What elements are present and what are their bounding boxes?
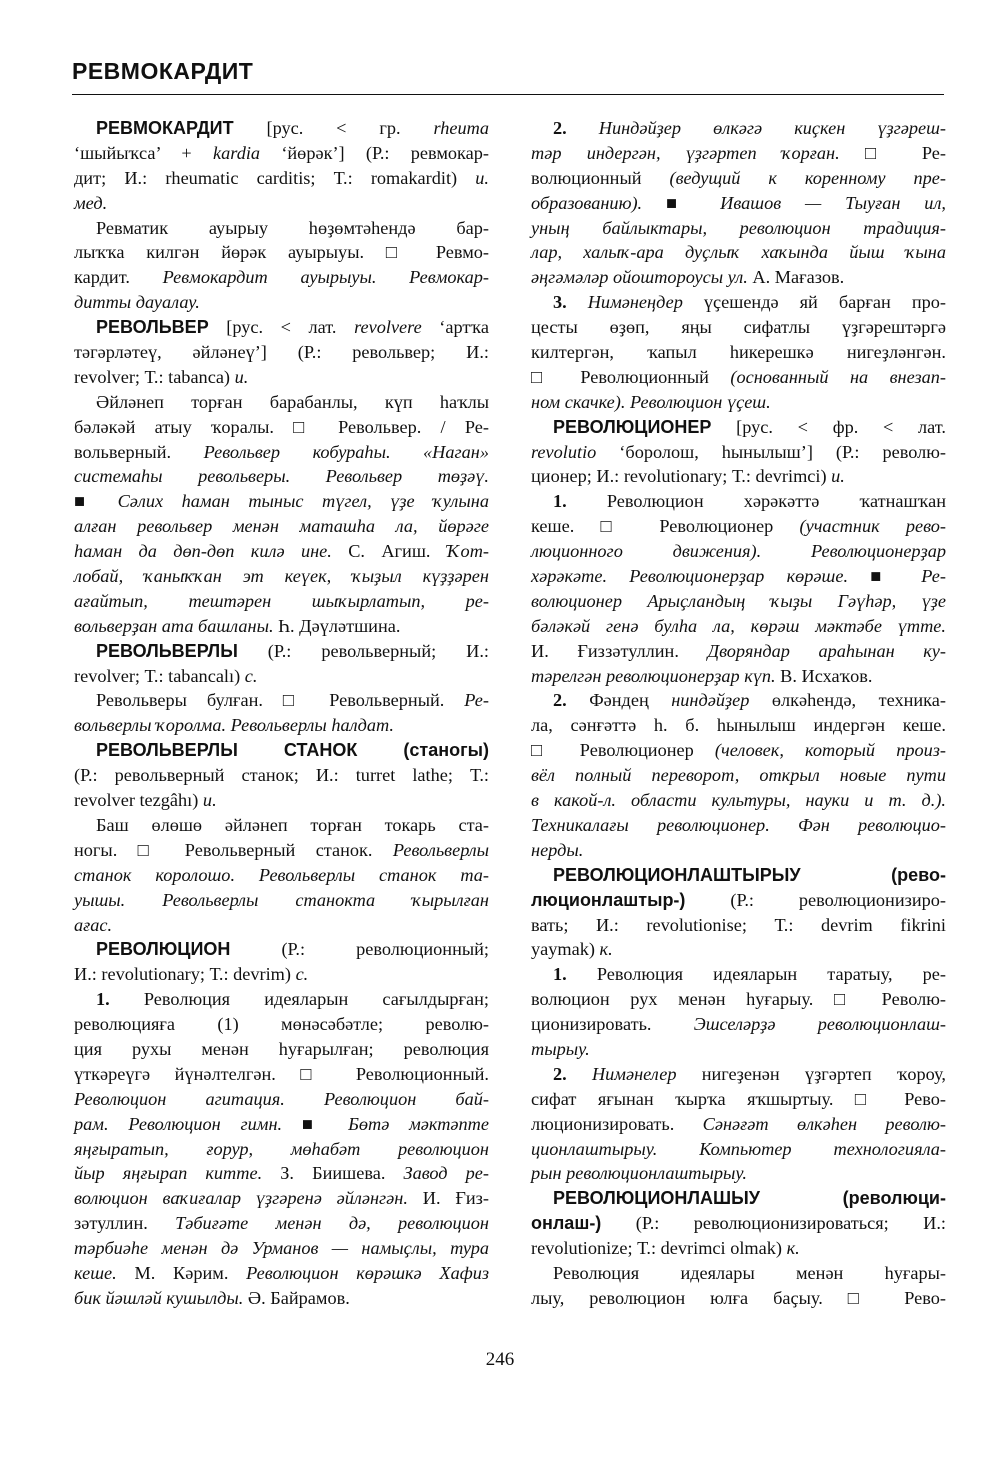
italic-text: Техникалағы революционер. Фән революцио-: [531, 814, 946, 835]
italic-text: (человек, который произ-: [714, 740, 946, 761]
text-line: [74, 464, 489, 489]
text-line: [531, 1062, 946, 1087]
text-line: [531, 166, 946, 191]
italic-text: kardia: [213, 142, 261, 163]
italic-text: яңғыратып, ғорур, мөһабәт революцион: [74, 1138, 489, 1159]
left-column: [74, 116, 489, 1311]
text-line: [74, 564, 489, 589]
italic-text: бик йәшләй кушылды.: [74, 1287, 244, 1308]
text-run: Революцион хәрәкәттә ҡатнашҡан: [566, 491, 946, 512]
italic-text: волюцион ваҡиғалар үҙгәренә әйләнгән.: [74, 1188, 408, 1209]
italic-text: в какой-л. области культуры, науки и т. д.).: [531, 790, 946, 811]
bold-text: 1.: [96, 989, 110, 1010]
italic-text: Завод ре-: [403, 1163, 489, 1184]
text-run: [рус. < лат.: [208, 317, 355, 338]
italic-text: образованию).: [531, 192, 643, 213]
italic-text: Тәбиғәте менән дә, революцион: [175, 1213, 490, 1234]
text-line: [74, 1261, 489, 1286]
headword: РЕВМОКАРДИТ: [96, 118, 234, 138]
text-line: [74, 141, 489, 166]
italic-text: тәр индергән, үҙгәртеп ҡорған.: [531, 142, 840, 163]
italic-text: Бөтә мәктәпте: [348, 1113, 489, 1134]
text-line: [531, 639, 946, 664]
text-run: □ Революционер: [531, 740, 715, 761]
text-run: ‘боролош, һынылыш’] (Р.: револю-: [596, 441, 946, 462]
text-run: Ревматик ауырыу һөҙөмтәһендә бар-: [96, 217, 489, 238]
text-line: [531, 1137, 946, 1162]
text-line: [74, 888, 489, 913]
italic-text: ном скачке). Революцион үҫеш.: [531, 391, 771, 412]
bold-text: ■: [74, 491, 118, 512]
text-run: тәгәрләтеү, әйләнеү’] (Р.: револьвер; И.:: [74, 342, 489, 363]
italic-text: Револьверлы: [392, 839, 489, 860]
text-run: ‘йөрәк’] (Р.: ревмокар-: [260, 142, 489, 163]
text-line: [74, 265, 489, 290]
italic-text: к.: [786, 1238, 800, 1259]
italic-text: и.: [831, 466, 845, 487]
text-line: [74, 1037, 489, 1062]
text-line: [74, 589, 489, 614]
italic-text: алған револьвер менән маташһа ла, йөрәге: [74, 516, 489, 537]
text-line: [531, 788, 946, 813]
text-line: [74, 987, 489, 1012]
bold-text: ■: [848, 566, 922, 587]
text-run: ционер; И.: revolutionary; Т.: devrimci): [531, 466, 832, 487]
text-run: үткәреүгә йүнәлтелгән. □ Революционный.: [74, 1063, 489, 1084]
text-run: yaymak): [531, 939, 600, 960]
text-line: [74, 390, 489, 415]
text-line: [531, 1286, 946, 1311]
text-run: кардит.: [74, 267, 163, 288]
text-line: [531, 713, 946, 738]
italic-text: Револьвер кобураһы. «Наган»: [203, 441, 489, 462]
text-line: [74, 1236, 489, 1261]
italic-text: вольверлы ҡоролма. Револьверлы һалдат.: [74, 715, 394, 736]
bold-text: ■: [282, 1113, 349, 1134]
italic-text: Ниндәйҙер өлкәгә киҫкен үҙгәреш-: [598, 118, 946, 138]
bold-text: 2.: [553, 1063, 592, 1084]
italic-text: лобай, ҡаныҡҡан эт кеүек, ҡыҙыл күҙҙәрен: [74, 566, 489, 587]
bold-text: 1.: [553, 491, 567, 512]
text-run: (Р.: револьверный станок; И.: turret lathe; Т.:: [74, 765, 489, 786]
text-run: волюционный: [531, 167, 670, 188]
text-run: килтергән, ҡапыл һикерешкә нигеҙләнгән.: [531, 342, 946, 363]
text-run: цесты өҙөп, яңы сифатлы үҙгәрештәргә: [531, 317, 946, 338]
text-line: [531, 937, 946, 962]
text-line: [74, 340, 489, 365]
italic-text: дитты дауалау.: [74, 292, 200, 313]
text-line: [531, 489, 946, 514]
text-run: □ Ре-: [839, 142, 947, 163]
italic-text: Ре-: [464, 690, 489, 711]
bold-text: 3.: [553, 292, 588, 313]
italic-text: к.: [599, 939, 613, 960]
italic-text: люционного движения). Революционерҙар: [531, 541, 946, 562]
headword: РЕВОЛЮЦИОН: [96, 939, 231, 960]
text-run: В. Исхаҡов.: [775, 665, 873, 686]
text-run: революцияға (1) мөнәсәбәтле; револю-: [74, 1014, 489, 1035]
italic-text: кеше.: [74, 1262, 117, 1283]
italic-text: Нимәнеңдер: [587, 292, 683, 313]
italic-text: вольверҙан ата башланы.: [74, 615, 274, 636]
text-run: сифат яғынан ҡырҡа яҡшыртыу. □ Рево-: [531, 1088, 946, 1109]
text-line: [531, 813, 946, 838]
headword: РЕВОЛЬВЕРЛЫ СТАНОК (станогы): [96, 740, 489, 761]
text-line: [531, 688, 946, 713]
text-line: [74, 838, 489, 863]
italic-text: системаһы револьверы. Револьвер төҙәү.: [74, 466, 489, 487]
italic-text: тырыу.: [531, 1038, 590, 1059]
italic-text: (ведущий к коренному пре-: [669, 167, 946, 188]
text-run: лыу, революцион юлға баҫыу. □ Рево-: [531, 1287, 946, 1308]
text-line: [531, 315, 946, 340]
text-line: [74, 813, 489, 838]
text-line: [74, 1112, 489, 1137]
italic-text: һаман да дөп-дөп килә ине.: [74, 541, 332, 562]
text-run: вать; И.: revolutionise; Т.: devrim fikrini: [531, 914, 946, 935]
text-run: Революция идеялары менән һуғары-: [553, 1262, 946, 1283]
text-run: (Р.: револьверный; И.:: [237, 640, 489, 661]
italic-text: Ревмокардит ауырыуы. Ревмокар-: [162, 267, 489, 288]
text-line: [74, 1186, 489, 1211]
text-line: [531, 539, 946, 564]
headword: РЕВОЛЬВЕР: [96, 317, 209, 338]
text-line: [531, 763, 946, 788]
text-run: волюцион рух менән һуғарыу. □ Револю-: [531, 989, 946, 1010]
text-run: З. Биишева.: [262, 1163, 404, 1184]
text-run: [рус. < фр. < лат.: [711, 416, 946, 437]
text-run: А. Мағазов.: [747, 267, 845, 288]
italic-text: Нимәнелер: [591, 1063, 677, 1084]
text-line: [74, 514, 489, 539]
text-line: [531, 1236, 946, 1261]
text-line: [531, 191, 946, 216]
right-column: [531, 116, 946, 1311]
text-run: (Р.: революционный;: [230, 939, 489, 960]
text-run: ция рухы менән һуғарылған; революция: [74, 1038, 489, 1059]
italic-text: ағас.: [74, 914, 113, 935]
italic-text: ниндәйҙер: [671, 690, 750, 711]
italic-text: мед.: [74, 192, 108, 213]
text-line: [531, 1261, 946, 1286]
text-line: [74, 962, 489, 987]
text-run: нигеҙенән үҙгәртеп ҡороу,: [676, 1063, 947, 1084]
text-run: revolutionize; Т.: devrimci olmak): [531, 1238, 787, 1259]
text-run: өлкәһендә, техника-: [749, 690, 946, 711]
text-run: И.: revolutionary; Т.: devrim): [74, 964, 296, 985]
text-line: [531, 1186, 946, 1211]
italic-text: revolutio: [531, 441, 597, 462]
italic-text: вёл полный переворот, открыл новые пути: [531, 765, 946, 786]
italic-text: Эшселәрҙә революционлаш-: [693, 1014, 946, 1035]
text-line: [74, 1286, 489, 1311]
header-rule: [72, 94, 944, 95]
text-line: [74, 440, 489, 465]
text-line: [74, 913, 489, 938]
italic-text: revolvere: [354, 317, 422, 338]
text-line: [74, 315, 489, 340]
text-run: вольверный.: [74, 441, 204, 462]
text-line: [531, 1112, 946, 1137]
text-line: [531, 738, 946, 763]
text-line: [74, 1012, 489, 1037]
text-run: revolver tezgâhı): [74, 790, 203, 811]
text-run: □ Революционный: [531, 366, 731, 387]
text-line: [74, 116, 489, 141]
text-line: [74, 166, 489, 191]
text-line: [74, 788, 489, 813]
italic-text: рам. Революцион гимн.: [74, 1113, 283, 1134]
italic-text: Ре-: [921, 566, 946, 587]
text-line: [74, 1137, 489, 1162]
italic-text: уышы. Револьверлы станокта ҡырылған: [74, 889, 489, 910]
text-line: [531, 141, 946, 166]
text-line: [531, 340, 946, 365]
italic-text: станок королошо. Револьверлы станок та-: [74, 864, 489, 885]
italic-text: Революцион агитация. Революцион бай-: [74, 1088, 489, 1109]
italic-text: Сәлих һаман тыныс түгел, үҙе ҡулына: [117, 491, 489, 512]
text-run: (Р.: революционизироваться; И.:: [601, 1213, 946, 1234]
text-run: ционизировать.: [531, 1014, 694, 1035]
text-line: [531, 464, 946, 489]
bold-text: ■: [642, 192, 721, 213]
text-line: [74, 614, 489, 639]
text-line: [74, 937, 489, 962]
text-run: зәтуллин.: [74, 1213, 176, 1234]
page-number: 246: [485, 1349, 515, 1370]
italic-text: Ивашов — Тыуған ил,: [720, 192, 946, 213]
headword: РЕВОЛЮЦИОНЛАШТЫРЫУ (рево-: [553, 864, 946, 885]
italic-text: бәләкәй генә булһа ла, көрәш мәктәбе үтте.: [531, 615, 946, 636]
text-line: [531, 514, 946, 539]
text-run: (Р.: революционизиро-: [685, 889, 946, 910]
italic-text: с.: [295, 964, 309, 985]
italic-text: и.: [234, 366, 249, 387]
text-line: [74, 191, 489, 216]
text-line: [74, 763, 489, 788]
italic-text: (участник рево-: [799, 516, 947, 537]
text-run: лыҡҡа килгән йөрәк ауырыуы. □ Ревмо-: [74, 242, 489, 263]
text-line: [531, 838, 946, 863]
text-run: Револьверы булған. □ Револьверный.: [96, 690, 465, 711]
italic-text: уның байлыктары, революцион традиция-: [531, 217, 946, 238]
italic-text: рын революционлаштырыу.: [531, 1163, 747, 1184]
text-line: [74, 713, 489, 738]
text-run: М. Кәрим.: [116, 1262, 247, 1283]
text-line: [531, 415, 946, 440]
text-run: Ә. Байрамов.: [243, 1287, 350, 1308]
headword: РЕВОЛЮЦИОНЕР: [553, 416, 712, 437]
text-run: revolver; Т.: tabanca): [74, 366, 235, 387]
bold-text: 2.: [553, 118, 599, 138]
text-line: [531, 1037, 946, 1062]
headword: люционлаштыр-): [531, 889, 686, 910]
text-run: дит; И.: rheumatic carditis; Т.: romakardit): [74, 167, 476, 188]
italic-text: и.: [475, 167, 489, 188]
text-line: [531, 1087, 946, 1112]
text-line: [531, 987, 946, 1012]
italic-text: тәрбиәһе менән дә Урманов — намыҫлы, тура: [74, 1238, 489, 1259]
text-line: [531, 589, 946, 614]
text-line: [531, 365, 946, 390]
italic-text: (основанный на внезап-: [730, 366, 946, 387]
text-line: [74, 1087, 489, 1112]
text-run: И. Ғиззәтуллин.: [531, 640, 708, 661]
italic-text: хәрәкәте. Революционерҙар көрәше.: [531, 566, 849, 587]
text-line: [74, 1161, 489, 1186]
text-line: [531, 440, 946, 465]
text-run: ‘артҡа: [421, 317, 489, 338]
text-line: [531, 1211, 946, 1236]
text-line: [531, 863, 946, 888]
bold-text: 1.: [553, 964, 567, 985]
italic-text: тәрелгән революционерҙар күп.: [531, 665, 776, 686]
text-run: люционизировать.: [531, 1113, 703, 1134]
text-line: [531, 1161, 946, 1186]
italic-text: нерды.: [531, 839, 584, 860]
italic-text: Дворяндар араһынан ку-: [707, 640, 946, 661]
text-run: ногы. □ Револьверный станок.: [74, 839, 393, 860]
text-line: [74, 415, 489, 440]
text-run: Революция идеяларын сағылдырған;: [109, 989, 489, 1010]
text-run: бәләкәй атыу ҡоралы. □ Револьвер. / Ре-: [74, 416, 489, 437]
bold-text: 2.: [553, 690, 567, 711]
text-line: [74, 539, 489, 564]
text-line: [531, 564, 946, 589]
text-run: Әйләнеп торған барабанлы, күп һаҡлы: [96, 391, 489, 412]
text-run: Һ. Дәүләтшина.: [273, 615, 401, 636]
italic-text: волюционер Арыҫландың ҡыҙы Гәүһәр, үҙе: [531, 590, 946, 611]
text-line: [531, 962, 946, 987]
text-line: [74, 688, 489, 713]
italic-text: Сәнәғәт өлкәһен револю-: [702, 1113, 946, 1134]
text-run: Баш өлөшө әйләнеп торған токарь ста-: [96, 814, 489, 835]
text-line: [74, 863, 489, 888]
text-line: [74, 216, 489, 241]
italic-text: и.: [202, 790, 217, 811]
text-run: [рус. < гр.: [233, 118, 434, 138]
text-run: Фәндең: [566, 690, 672, 711]
italic-text: әңгәмәләр ойоштороусы ул.: [531, 267, 748, 288]
text-line: [531, 240, 946, 265]
italic-text: с.: [244, 665, 258, 686]
italic-text: Ҡот-: [446, 541, 489, 562]
text-line: [531, 888, 946, 913]
text-line: [74, 1062, 489, 1087]
text-line: [531, 290, 946, 315]
text-line: [74, 365, 489, 390]
text-line: [74, 290, 489, 315]
italic-text: Революцион көрәшкә Хафиз: [246, 1262, 489, 1283]
italic-text: ағайтып, тештәрен шыҡырлатып, ре-: [74, 590, 489, 611]
text-line: [74, 240, 489, 265]
italic-text: лар, халыҡ-ара дуҫлыҡ хаҡында йыш ҡына: [531, 242, 946, 263]
text-line: [74, 639, 489, 664]
text-run: С. Агиш.: [331, 541, 447, 562]
text-line: [531, 216, 946, 241]
text-run: үҫешендә яй барған про-: [682, 292, 946, 313]
text-run: revolver; Т.: tabancalı): [74, 665, 245, 686]
text-run: ла, сәнғәттә һ. б. һынылыш индергән кеше.: [531, 715, 946, 736]
text-line: [74, 664, 489, 689]
running-head: РЕВМОКАРДИТ: [72, 58, 254, 84]
text-line: [74, 489, 489, 514]
headword: онлаш-): [531, 1213, 602, 1234]
text-line: [74, 738, 489, 763]
italic-text: йыр яңғырап китте.: [74, 1163, 263, 1184]
text-run: Революция идеяларын таратыу, ре-: [566, 964, 946, 985]
text-line: [74, 1211, 489, 1236]
text-line: [531, 664, 946, 689]
text-line: [531, 1012, 946, 1037]
italic-text: ционлаштырыу. Компьютер технологияла-: [531, 1138, 946, 1159]
headword: РЕВОЛЬВЕРЛЫ: [96, 640, 238, 661]
text-line: [531, 913, 946, 938]
text-run: кеше. □ Революционер: [531, 516, 800, 537]
text-line: [531, 614, 946, 639]
text-line: [531, 265, 946, 290]
headword: РЕВОЛЮЦИОНЛАШЫУ (революци-: [553, 1188, 946, 1209]
italic-text: rheuma: [433, 118, 489, 138]
text-line: [531, 390, 946, 415]
text-line: [531, 116, 946, 141]
text-run: И. Ғиз-: [407, 1188, 489, 1209]
text-run: ‘шыйыҡса’ +: [74, 142, 213, 163]
